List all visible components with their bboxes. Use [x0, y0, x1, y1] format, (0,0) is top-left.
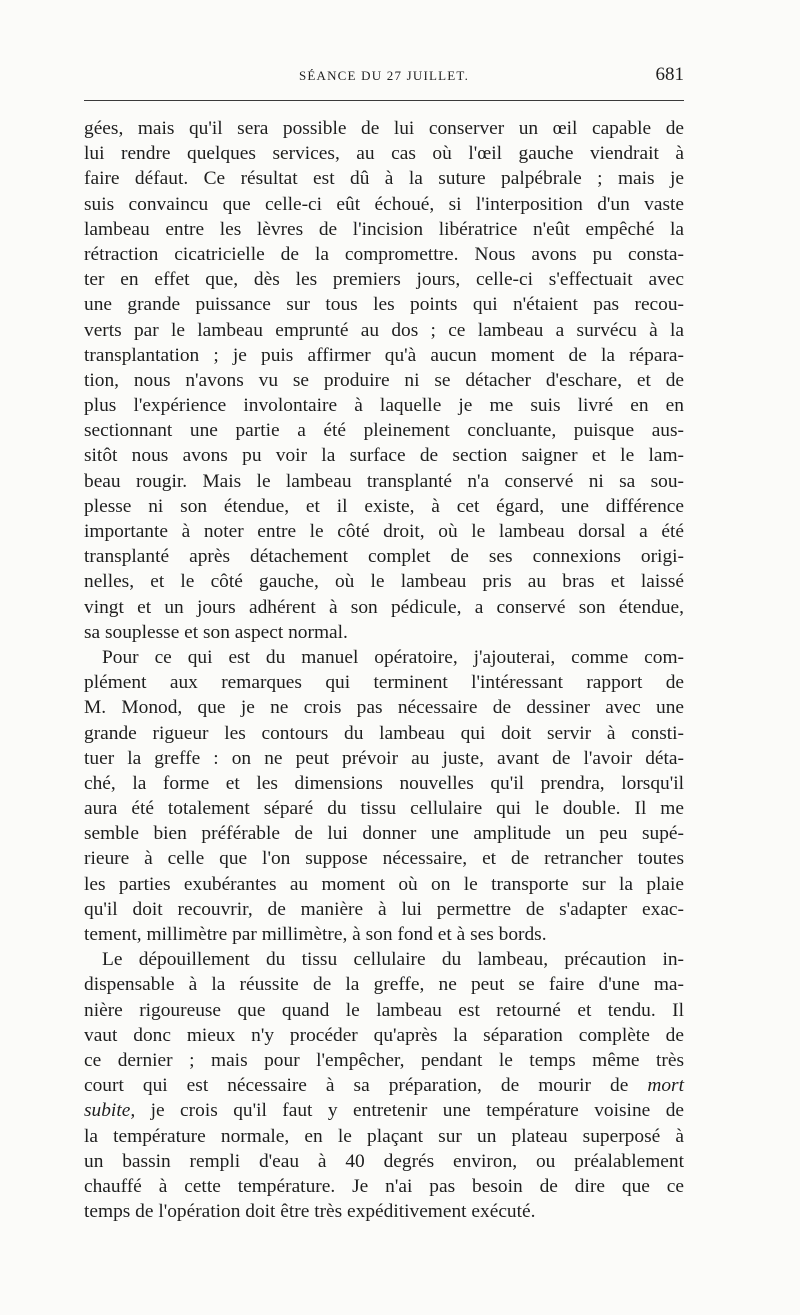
body-text — [84, 116, 684, 1224]
text-line: transplanté après détachement complet de ses connexions origi- — [84, 546, 684, 568]
text-line: vingt et un jours adhérent à son pédicule, a conservé son étendue, — [84, 596, 684, 618]
paragraph-3 — [84, 947, 684, 1224]
paragraph-1 — [84, 116, 684, 645]
text-line: vaut donc mieux n'y procéder qu'après la séparation complète de — [84, 1024, 684, 1046]
text-line: beau rougir. Mais le lambeau transplanté n'a conservé ni sa sou- — [84, 470, 684, 492]
text-line: temps de l'opération doit être très expéditivement exécuté. — [84, 1201, 536, 1223]
text-line: grande rigueur les contours du lambeau qui doit servir à consti- — [84, 722, 684, 744]
header-rule — [84, 100, 684, 101]
text-segment: court qui est nécessaire à sa préparation, de mourir de — [84, 1075, 648, 1097]
italic-word: mort — [647, 1075, 684, 1097]
text-line: une grande puissance sur tous les points qui n'étaient pas recou- — [84, 294, 684, 316]
text-line: la température normale, en le plaçant sur un plateau superposé à — [84, 1125, 684, 1147]
text-line — [84, 1073, 684, 1098]
text-line: plément aux remarques qui terminent l'intéressant rapport de — [84, 672, 684, 694]
text-line: ter en effet que, dès les premiers jours, celle-ci s'effectuait avec — [84, 269, 684, 291]
text-line: plus l'expérience involontaire à laquelle je me suis livré en en — [84, 395, 684, 417]
text-line: tuer la greffe : on ne peut prévoir au juste, avant de l'avoir déta- — [84, 747, 684, 769]
text-line: semble bien préférable de lui donner une amplitude un peu supé- — [84, 823, 684, 845]
text-segment: je crois qu'il faut y entretenir une température voisine de — [135, 1100, 684, 1122]
text-line: nière rigoureuse que quand le lambeau est retourné et tendu. Il — [84, 999, 684, 1021]
text-line: suis convaincu que celle-ci eût échoué, si l'interposition d'un vaste — [84, 193, 684, 215]
text-line: ché, la forme et les dimensions nouvelles qu'il prendra, lorsqu'il — [84, 772, 684, 794]
text-line: qu'il doit recouvrir, de manière à lui permettre de s'adapter exac- — [84, 898, 684, 920]
text-line: lambeau entre les lèvres de l'incision libératrice n'eût empêché la — [84, 218, 684, 240]
running-title: SÉANCE DU 27 JUILLET. — [298, 68, 470, 83]
text-line: sectionnant une partie a été pleinement concluante, puisque aus- — [84, 420, 684, 442]
running-head — [84, 64, 684, 90]
text-line: chauffé à cette température. Je n'ai pas besoin de dire que ce — [84, 1175, 684, 1197]
text-line: un bassin rempli d'eau à 40 degrés environ, ou préalablement — [84, 1150, 684, 1172]
text-line: transplantation ; je puis affirmer qu'à aucun moment de la répara- — [84, 344, 684, 366]
paragraph-2 — [84, 645, 684, 947]
text-line: gées, mais qu'il sera possible de lui conserver un œil capable de — [84, 118, 684, 139]
text-line: nelles, et le côté gauche, où le lambeau pris au bras et laissé — [84, 571, 684, 593]
text-line: verts par le lambeau emprunté au dos ; ce lambeau a survécu à la — [84, 319, 684, 341]
text-line: aura été totalement séparé du tissu cellulaire qui le double. Il me — [84, 798, 684, 820]
text-line: rieure à celle que l'on suppose nécessaire, et de retrancher toutes — [84, 848, 684, 870]
text-line: M. Monod, que je ne crois pas nécessaire de dessiner avec une — [84, 697, 684, 719]
text-line: Pour ce qui est du manuel opératoire, j'ajouterai, comme com- — [102, 646, 684, 668]
text-line: importante à noter entre le côté droit, où le lambeau dorsal a été — [84, 521, 684, 542]
text-line: tion, nous n'avons vu se produire ni se détacher d'eschare, et de — [84, 369, 684, 391]
text-line: ce dernier ; mais pour l'empêcher, pendant le temps même très — [84, 1049, 684, 1071]
page-number: 681 — [655, 64, 684, 85]
text-line: faire défaut. Ce résultat est dû à la suture palpébrale ; mais je — [84, 168, 684, 190]
text-line: sitôt nous avons pu voir la surface de section saigner et le lam- — [84, 445, 684, 467]
text-line: les parties exubérantes au moment où on le transporte sur la plaie — [84, 873, 684, 895]
text-line: lui rendre quelques services, au cas où l'œil gauche viendrait à — [84, 143, 684, 165]
text-line: Le dépouillement du tissu cellulaire du lambeau, précaution in- — [102, 949, 684, 971]
text-line: dispensable à la réussite de la greffe, ne peut se faire d'une ma- — [84, 974, 684, 996]
text-line: tement, millimètre par millimètre, à son fond et à ses bords. — [84, 924, 547, 945]
italic-word: subite, — [84, 1100, 136, 1122]
text-line: sa souplesse et son aspect normal. — [84, 621, 348, 643]
text-line — [84, 1098, 684, 1123]
text-line: plesse ni son étendue, et il existe, à cet égard, une différence — [84, 495, 684, 517]
text-line: rétraction cicatricielle de la compromettre. Nous avons pu consta- — [84, 243, 684, 265]
